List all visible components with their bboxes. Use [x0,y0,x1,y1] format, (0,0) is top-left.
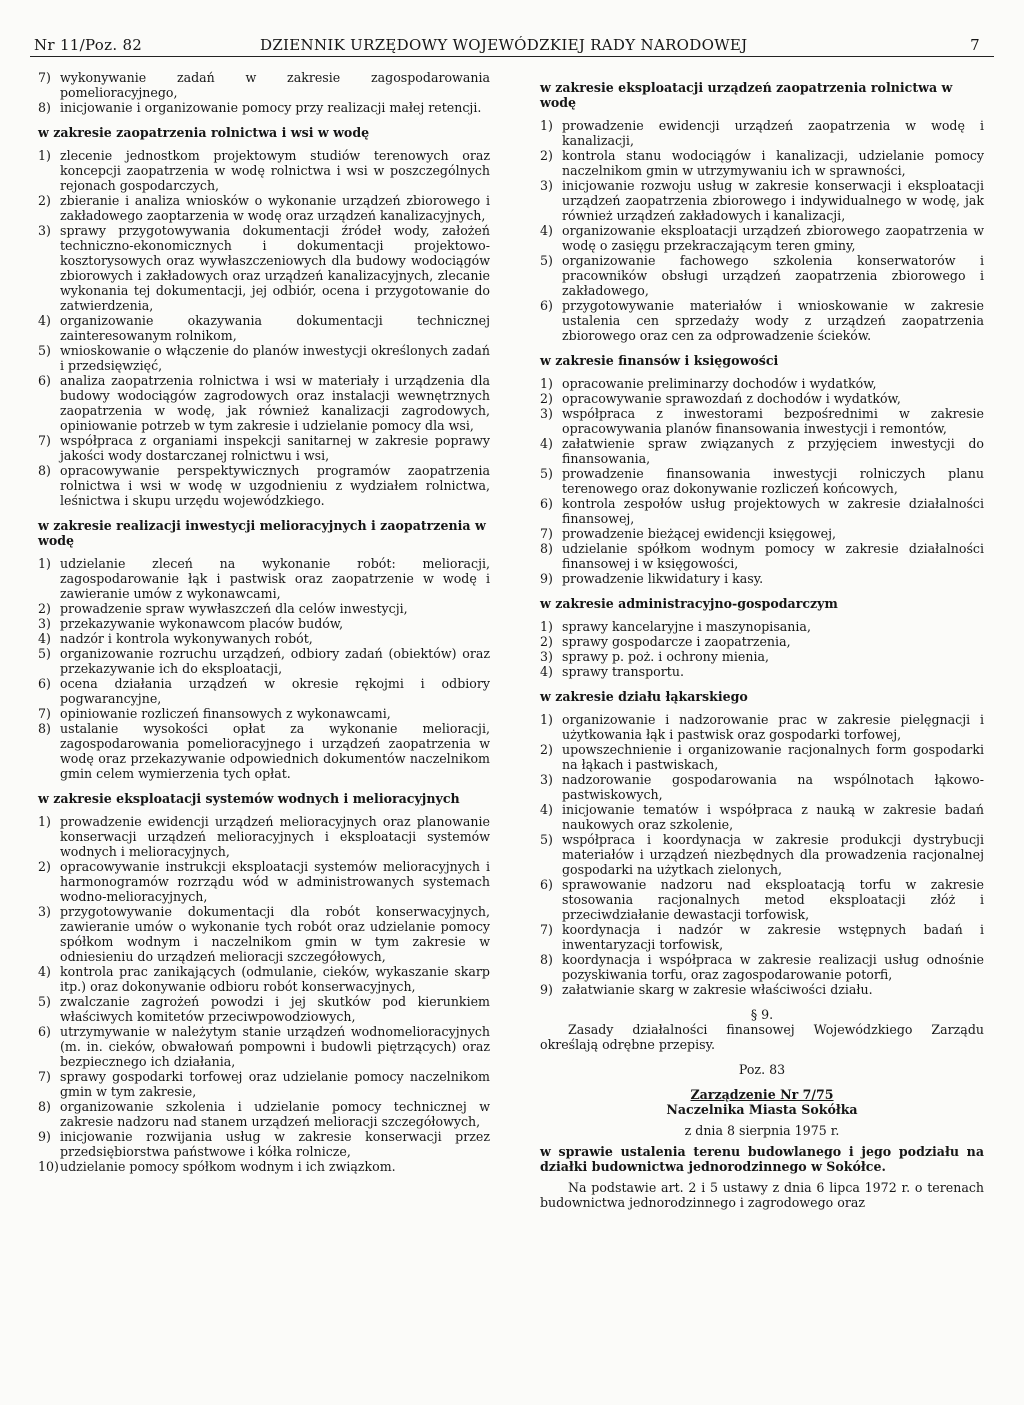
item-text: ustalanie wysokości opłat za wykonanie melioracji, zagospodarowania pomelioracyjnego i urządzeń zaopatrzenia w wodę oraz przekazywanie odpowiednich dokumentów naczelnikom gmin celem wymierzenia tych opłat. [60,721,490,781]
item-number: 3) [540,649,553,664]
item-number: 2) [540,634,553,649]
list-item [38,706,490,721]
item-text: prowadzenie likwidatury i kasy. [562,571,764,586]
left-column [38,70,490,1174]
item-number: 4) [38,964,51,979]
item-number: 1) [540,118,553,133]
spacer [540,1077,984,1087]
list-item [38,994,490,1024]
item-text: opracowanie preliminarzy dochodów i wydatków, [562,376,877,391]
list-item [540,649,984,664]
item-text: upowszechnienie i organizowanie racjonalnych form gospodarki na łąkach i pastwiskach, [562,742,984,772]
item-number: 5) [540,253,553,268]
list-item [38,463,490,508]
item-number: 1) [540,712,553,727]
item-number: 4) [38,631,51,646]
list-item [38,904,490,964]
list-item [38,721,490,781]
list-item [38,646,490,676]
item-number: 8) [38,1099,51,1114]
item-text: koordynacja i nadzór w zakresie wstępnych badań i inwentaryzacji torfowisk, [562,922,984,952]
list-item [540,712,984,742]
item-number: 3) [38,616,51,631]
item-text: sprawowanie nadzoru nad eksploatacją torfu w zakresie stosowania racjonalnych metod eksploatacji złóż i przeciwdziałanie dewastacji torfowisk, [562,877,984,922]
item-number: 5) [38,343,51,358]
list-item [540,877,984,922]
list-item [540,832,984,877]
list-item [540,619,984,634]
item-text: kontrola stanu wodociągów i kanalizacji, udzielanie pomocy naczelnikom gmin w utrzymywaniu ich w sprawności, [562,148,984,178]
list-item [38,1129,490,1159]
item-text: sprawy gospodarcze i zaopatrzenia, [562,634,791,649]
item-number: 3) [38,904,51,919]
list-item [38,193,490,223]
numbered-list [540,712,984,997]
paragraph-text: Zasady działalności finansowej Wojewódzkiego Zarządu określają odrębne przepisy. [540,1022,984,1052]
item-text: inicjowanie rozwijania usług w zakresie konserwacji przez przedsiębiorstwa państwowe i kółka rolnicze, [60,1129,490,1159]
list-item [38,859,490,904]
list-item [540,178,984,223]
item-text: opracowywanie perspektywicznych programów zaopatrzenia rolnictwa i wsi w wodę w uzgodnieniu z wydziałem rolnictwa, leśnictwa i skupu urzędu wojewódzkiego. [60,463,490,508]
list-item [38,343,490,373]
item-text: kontrola zespołów usług projektowych w zakresie działalności finansowej, [562,496,984,526]
list-item [540,802,984,832]
section [38,518,490,781]
item-number: 6) [540,298,553,313]
numbered-list [38,148,490,508]
item-number: 4) [540,436,553,451]
item-number: 5) [540,466,553,481]
item-number: 3) [540,772,553,787]
item-number: 3) [540,406,553,421]
paragraph-mark: § 9. [750,1007,774,1022]
list-item [38,964,490,994]
item-number: 5) [540,832,553,847]
list-item [38,616,490,631]
section [38,791,490,1174]
item-number: 2) [38,859,51,874]
list-item [540,436,984,466]
item-text: organizowanie okazywania dokumentacji technicznej zainteresowanym rolnikom, [60,313,490,343]
item-text: opracowywanie instrukcji eksploatacji systemów melioracyjnych i harmonogramów rozrządu wód w administrowanych systemach wodno-melioracyjnych, [60,859,490,904]
ordinance-author: Naczelnika Miasta Sokółka [666,1102,858,1117]
list-item [38,373,490,433]
list-item [540,742,984,772]
item-text: wykonywanie zadań w zakresie zagospodarowania pomelioracyjnego, [60,70,490,100]
item-text: nadzór i kontrola wykonywanych robót, [60,631,313,646]
item-text: udzielanie pomocy spółkom wodnym i ich związkom. [60,1159,396,1174]
item-text: sprawy gospodarki torfowej oraz udzielanie pomocy naczelnikom gmin w tym zakresie, [60,1069,490,1099]
list-item [540,298,984,343]
list-item [540,148,984,178]
list-item [540,982,984,997]
item-text: analiza zaopatrzenia rolnictwa i wsi w materiały i urządzenia dla budowy wodociągów zagrodowych oraz instalacji wewnętrznych zaopatrzenia w wodę, jak również kanalizacji zagrodowych, opiniowanie potrzeb w tym zakresie i udzielanie pomocy dla wsi, [60,373,490,433]
item-text: przygotowywanie materiałów i wnioskowanie w zakresie ustalenia cen sprzedaży wody z urządzeń zaopatrzenia zbiorowego oraz cen za odprowadzenie ścieków. [562,298,984,343]
item-text: organizowanie fachowego szkolenia konserwatorów i pracowników obsługi urządzeń zaopatrzenia zbiorowego i zakładowego, [562,253,984,298]
item-text: współpraca z organiami inspekcji sanitarnej w zakresie poprawy jakości wody dostarczanej rolnictwu i wsi, [60,433,490,463]
section-heading: w zakresie administracyjno-gospodarczym [540,596,838,611]
item-text: współpraca i koordynacja w zakresie produkcji dystrybucji materiałów i urządzeń niezbędnych dla prowadzenia racjonalnej gospodarki na użytkach zielonych, [562,832,984,877]
item-number: 8) [38,463,51,478]
item-text: zwalczanie zagrożeń powodzi i jej skutków pod kierunkiem właściwych komitetów przeciwpowodziowych, [60,994,490,1024]
item-number: 1) [540,376,553,391]
item-text: przygotowywanie dokumentacji dla robót konserwacyjnych, zawieranie umów o wykonanie tych robót oraz udzielanie pomocy spółkom wodnym i naczelnikom gmin w tym zakresie w odniesieniu do urządzeń melioracji szczegółowych, [60,904,490,964]
ordinance-title: Zarządzenie Nr 7/75 [690,1087,834,1102]
item-text: sprawy przygotowywania dokumentacji źródeł wody, założeń techniczno-ekonomicznych i dokumentacji projektowo-kosztorysowych oraz wywłaszczeniowych dla budowy wodociągów zbiorowych i zakładowych oraz urządzeń kanalizacyjnych, zlecanie wykonania tej dokumentacji, jej odbiór, ocena i przygotowanie do zatwierdzenia, [60,223,490,313]
section [540,689,984,997]
item-text: organizowanie rozruchu urządzeń, odbiory zadań (obiektów) oraz przekazywanie ich do eksploatacji, [60,646,490,676]
item-number: 8) [540,541,553,556]
item-text: koordynacja i współpraca w zakresie realizacji usług odnośnie pozyskiwania torfu, oraz zagospodarowanie potorfi, [562,952,984,982]
ordinance-date: z dnia 8 sierpnia 1975 r. [684,1123,840,1138]
list-item [38,100,490,115]
page-header [30,30,994,57]
item-text: zlecenie jednostkom projektowym studiów terenowych oraz koncepcji zaopatrzenia w wodę rolnictwa i wsi w poszczególnych rejonach gospodarczych, [60,148,490,193]
item-number: 6) [540,877,553,892]
item-number: 7) [38,70,51,85]
item-number: 9) [540,982,553,997]
list-item [540,376,984,391]
item-text: prowadzenie finansowania inwestycji rolniczych planu terenowego oraz dokonywanie rozliczeń końcowych, [562,466,984,496]
item-text: sprawy p. poż. i ochrony mienia, [562,649,769,664]
list-item [38,1159,490,1174]
item-number: 7) [38,1069,51,1084]
item-text: opracowywanie sprawozdań z dochodów i wydatków, [562,391,901,406]
item-text: kontrola prac zanikających (odmulanie, cieków, wykaszanie skarp itp.) oraz dokonywanie odbioru robót konserwacyjnych, [60,964,490,994]
list-item [38,814,490,859]
item-text: organizowanie szkolenia i udzielanie pomocy technicznej w zakresie nadzoru nad stanem urządzeń melioracji szczegółowych, [60,1099,490,1129]
list-item [540,466,984,496]
item-number: 8) [38,100,51,115]
item-number: 7) [38,433,51,448]
item-number: 4) [38,313,51,328]
item-text: sprawy transportu. [562,664,684,679]
item-number: 7) [38,706,51,721]
section-heading: w zakresie realizacji inwestycji melioracyjnych i zaopatrzenia w wodę [38,518,486,548]
list-item [38,556,490,601]
item-text: inicjowanie tematów i współpraca z nauką w zakresie badań naukowych oraz szkolenie, [562,802,984,832]
list-item [540,634,984,649]
item-text: prowadzenie ewidencji urządzeń melioracyjnych oraz planowanie konserwacji urządzeń melioracyjnych i eksploatacji systemów wodnych i melioracyjnych, [60,814,490,859]
issue-number: Nr 11/Poz. 82 [34,36,143,54]
item-number: 7) [540,526,553,541]
item-text: ocena działania urządzeń w okresie rękojmi i odbiory pogwarancyjne, [60,676,490,706]
item-number: 8) [38,721,51,736]
numbered-list [38,70,490,115]
item-number: 9) [38,1129,51,1144]
list-item [540,541,984,571]
list-item [38,1099,490,1129]
item-text: prowadzenie bieżącej ewidencji księgowej, [562,526,837,541]
list-item [38,433,490,463]
list-item [38,70,490,100]
item-number: 2) [540,742,553,757]
item-text: organizowanie i nadzorowanie prac w zakresie pielęgnacji i użytkowania łąk i pastwisk oraz gospodarki torfowej, [562,712,984,742]
item-text: prowadzenie ewidencji urządzeń zaopatrzenia w wodę i kanalizacji, [562,118,984,148]
numbered-list [38,556,490,781]
item-number: 3) [540,178,553,193]
item-number: 2) [540,391,553,406]
item-text: współpraca z inwestorami bezpośrednimi w zakresie opracowywania planów finansowania inwestycji i remontów, [562,406,984,436]
item-text: zbieranie i analiza wniosków o wykonanie urządzeń zbiorowego i zakładowego zaoptarzenia w wodę oraz urządzeń kanalizacyjnych, [60,193,490,223]
list-item [38,601,490,616]
numbered-list [540,376,984,586]
section-heading: w zakresie zaopatrzenia rolnictwa i wsi w wodę [38,125,370,140]
item-text: prowadzenie spraw wywłaszczeń dla celów inwestycji, [60,601,408,616]
list-item [540,391,984,406]
section-heading: w zakresie eksploatacji urządzeń zaopatrzenia rolnictwa w wodę [540,80,953,110]
list-item [540,253,984,298]
right-column [540,70,984,1210]
item-number: 1) [38,148,51,163]
section [540,80,984,343]
item-text: załatwianie skarg w zakresie właściwości działu. [562,982,873,997]
item-number: 2) [38,601,51,616]
position-number: Poz. 83 [738,1062,786,1077]
item-number: 4) [540,802,553,817]
numbered-list [540,118,984,343]
item-number: 4) [540,664,553,679]
item-number: 1) [540,619,553,634]
spacer [540,1052,984,1062]
item-number: 5) [38,994,51,1009]
section-heading: w zakresie eksploatacji systemów wodnych i melioracyjnych [38,791,460,806]
list-item [540,664,984,679]
item-text: opiniowanie rozliczeń finansowych z wykonawcami, [60,706,391,721]
list-item [540,571,984,586]
section-heading: w zakresie finansów i księgowości [540,353,779,368]
item-text: inicjowanie rozwoju usług w zakresie konserwacji i eksploatacji urządzeń zaopatrzenia zbiorowego i indywidualnego w wodę, jak również urządzeń zakładowych i kanalizacji, [562,178,984,223]
list-item [540,223,984,253]
list-item [38,313,490,343]
list-item [540,118,984,148]
list-item [540,406,984,436]
list-item [38,676,490,706]
item-number: 6) [540,496,553,511]
section [540,596,984,679]
item-number: 2) [38,193,51,208]
item-number: 8) [540,952,553,967]
list-item [38,148,490,193]
item-text: wnioskowanie o włączenie do planów inwestycji określonych zadań i przedsięwzięć, [60,343,490,373]
ordinance-body: Na podstawie art. 2 i 5 ustawy z dnia 6 lipca 1972 r. o terenach budownictwa jednorodzinnego i zagrodowego oraz [540,1180,984,1210]
item-text: sprawy kancelaryjne i maszynopisania, [562,619,811,634]
list-item [540,922,984,952]
item-number: 6) [38,1024,51,1039]
item-number: 6) [38,373,51,388]
item-text: organizowanie eksploatacji urządzeń zbiorowego zaopatrzenia w wodę o zasięgu przekraczającym teren gminy, [562,223,984,253]
item-number: 1) [38,556,51,571]
list-item [540,526,984,541]
item-number: 2) [540,148,553,163]
item-text: udzielanie spółkom wodnym pomocy w zakresie działalności finansowej i w księgowości, [562,541,984,571]
list-item [38,223,490,313]
item-text: nadzorowanie gospodarowania na wspólnotach łąkowo-pastwiskowych, [562,772,984,802]
numbered-list [540,619,984,679]
item-number: 1) [38,814,51,829]
section-heading: w zakresie działu łąkarskiego [540,689,748,704]
section [540,353,984,586]
spacer [540,997,984,1007]
page-number: 7 [970,36,980,54]
journal-title: DZIENNIK URZĘDOWY WOJEWÓDZKIEJ RADY NARODOWEJ [260,36,748,54]
item-number: 6) [38,676,51,691]
list-item [540,952,984,982]
item-number: 5) [38,646,51,661]
list-item [540,496,984,526]
item-text: udzielanie zleceń na wykonanie robót: melioracji, zagospodarowanie łąk i pastwisk oraz zaopatrzenie w wodę i zawieranie umów z wykonawcami, [60,556,490,601]
ordinance-subject: w sprawie ustalenia terenu budowlanego i jego podziału na działki budownictwa jednorodzinnego w Sokółce. [540,1144,984,1174]
list-item [38,631,490,646]
item-number: 10) [38,1159,59,1174]
item-number: 9) [540,571,553,586]
item-text: inicjowanie i organizowanie pomocy przy realizacji małej retencji. [60,100,482,115]
item-text: przekazywanie wykonawcom placów budów, [60,616,344,631]
item-number: 3) [38,223,51,238]
item-number: 4) [540,223,553,238]
section [38,125,490,508]
list-item [540,772,984,802]
item-number: 7) [540,922,553,937]
numbered-list [38,814,490,1174]
list-item [38,1024,490,1069]
item-text: utrzymywanie w należytym stanie urządzeń wodnomelioracyjnych (m. in. cieków, obwałowań pompowni i budowli piętrzących) oraz bezpiecznego ich działania, [60,1024,490,1069]
item-text: załatwienie spraw związanych z przyjęciem inwestycji do finansowania, [562,436,984,466]
list-item [38,1069,490,1099]
